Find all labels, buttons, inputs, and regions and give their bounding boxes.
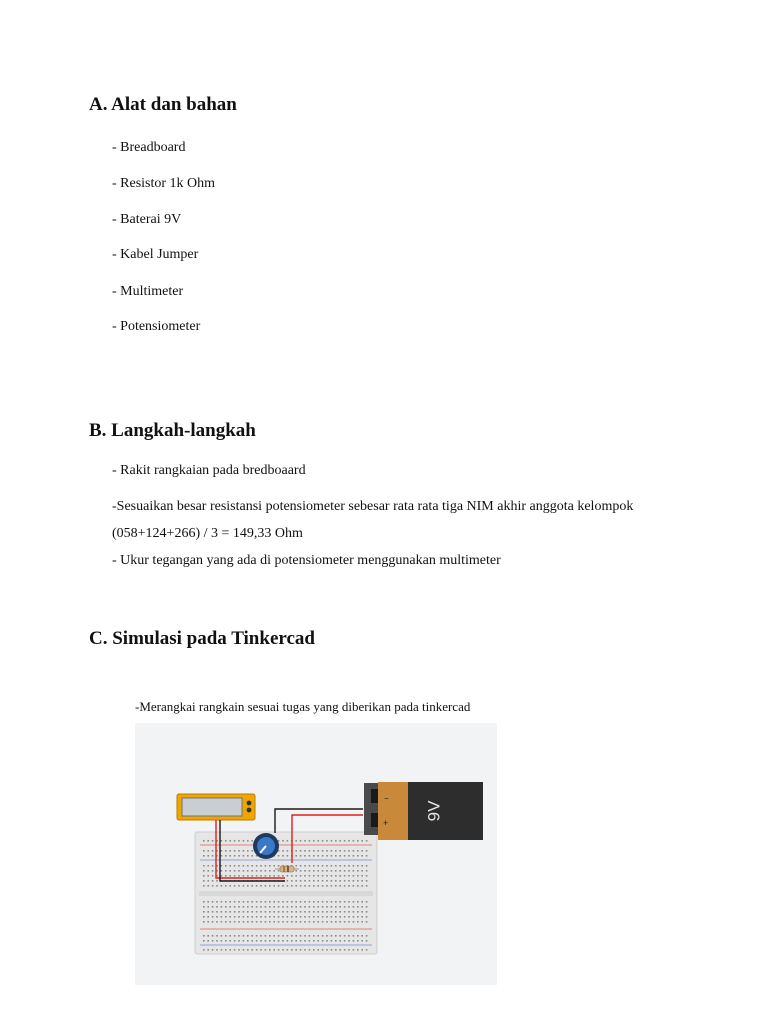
multimeter [177, 794, 255, 820]
list-item: - Multimeter [112, 284, 184, 299]
section-c-heading: C. Simulasi pada Tinkercad [89, 628, 315, 649]
list-item: - Breadboard [112, 140, 186, 155]
battery-9v [364, 782, 483, 840]
formula-text: (058+124+266) / 3 = 149,33 Ohm [112, 526, 303, 541]
step-item: - Rakit rangkaian pada bredboaard [112, 463, 306, 478]
battery-plus-label: + [383, 818, 389, 828]
battery-minus-label: − [384, 794, 389, 803]
list-item: - Potensiometer [112, 319, 201, 334]
figure-caption: -Merangkai rangkain sesuai tugas yang diberikan pada tinkercad [135, 699, 471, 714]
list-item: - Resistor 1k Ohm [112, 176, 216, 191]
list-item: - Kabel Jumper [112, 247, 199, 262]
section-b-heading: B. Langkah-langkah [89, 420, 256, 441]
section-a-heading: A. Alat dan bahan [89, 94, 237, 115]
list-item: - Baterai 9V [112, 212, 182, 227]
breadboard [195, 832, 377, 954]
circuit-figure [135, 723, 497, 985]
step-item: - Ukur tegangan yang ada di potensiometer menggunakan multimeter [112, 553, 501, 568]
potentiometer [253, 833, 279, 859]
battery-label: 9V [424, 800, 444, 822]
step-item: -Sesuaikan besar resistansi potensiometer sebesar rata rata tiga NIM akhir anggota kelompok [112, 499, 634, 514]
